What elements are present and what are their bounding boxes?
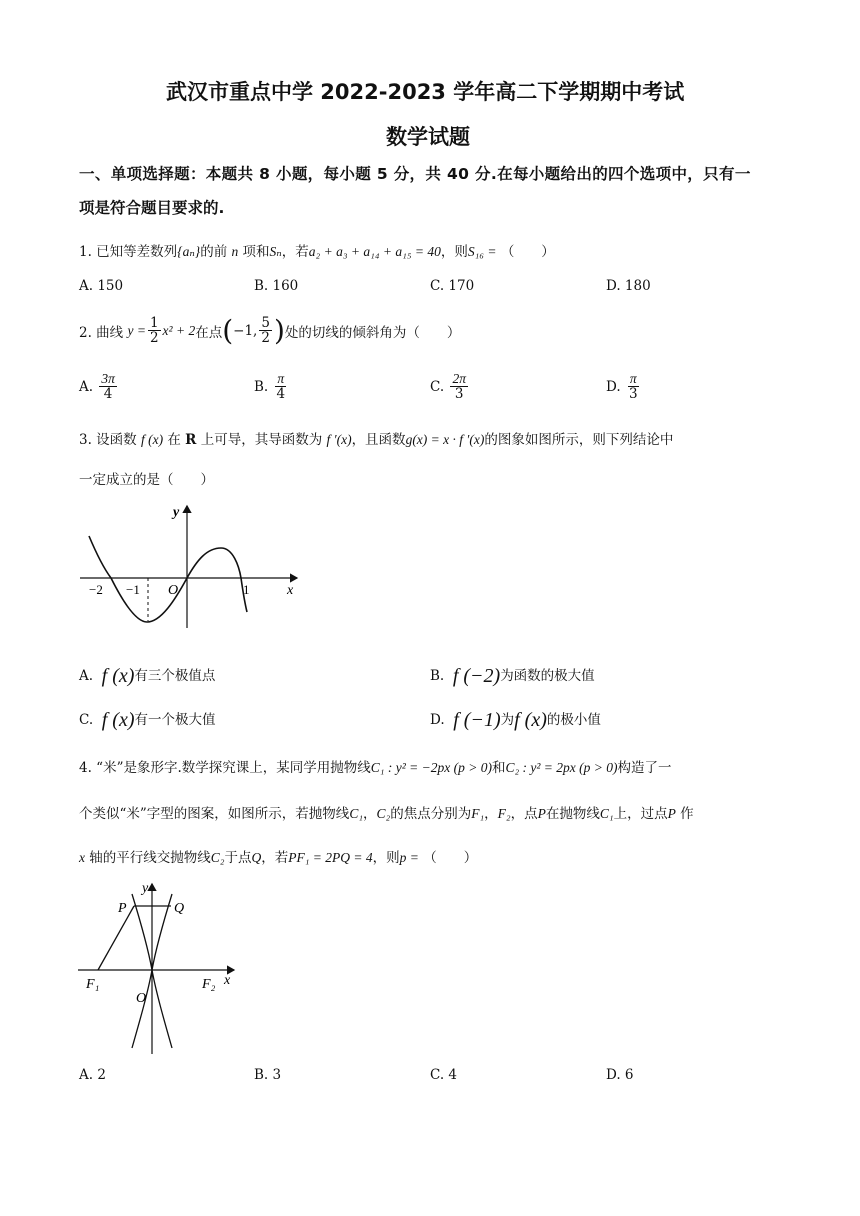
- q2-option-c: C. 2π 3: [430, 371, 466, 403]
- question-2: 2. 曲线 y = $\frac{1}{2}$ x² + 2 在点 ( −1, 5 2 ) 处的切线的倾斜角为（ ）: [79, 314, 461, 347]
- question-3-line2: 一定成立的是（ ）: [79, 472, 214, 488]
- fig-y-label: y: [142, 881, 149, 896]
- graph-origin: O: [168, 583, 179, 598]
- q3-option-b: B. f (−2)为函数的极大值: [430, 665, 595, 687]
- q3-option-a: A. f (x)有三个极值点: [79, 665, 216, 687]
- q1-option-a: A. 150: [79, 278, 124, 294]
- q2-option-a: A. 3π 4: [79, 371, 115, 403]
- graph-tick-1: 1: [243, 582, 250, 597]
- q4-option-b: B. 3: [254, 1067, 282, 1083]
- question-1: 1. 已知等差数列{aₙ}的前 n 项和Sₙ，若a₂ + a₃ + a₁₄ + a₁₅ = 40，则S₁₆ = （ ）: [79, 244, 555, 260]
- fig-label-p: P: [118, 901, 127, 916]
- section-heading-line1: 一、单项选择题：本题共 8 小题，每小题 5 分，共 40 分.在每小题给出的四个选项中，只有一: [79, 165, 751, 183]
- q1-option-b: B. 160: [254, 278, 299, 294]
- q3-option-c: C. f (x)有一个极大值: [79, 709, 216, 731]
- q1-option-d: D. 180: [606, 278, 651, 294]
- question-4-line2: 个类似“米”字型的图案，如图所示，若抛物线C₁，C₂的焦点分别为F₁，F₂，点P在抛物线C₁上，过点P 作: [79, 806, 694, 822]
- fig-label-o: O: [136, 991, 147, 1006]
- graph-tick-minus-1: −1: [126, 582, 140, 597]
- exam-title: 武汉市重点中学 2022-2023 学年高二下学期期中考试: [166, 80, 685, 104]
- question-4-line3: x 轴的平行线交抛物线C₂于点Q，若PF₁ = 2PQ = 4，则p = （ ）: [79, 850, 478, 866]
- q1-option-c: C. 170: [430, 278, 475, 294]
- exam-subtitle: 数学试题: [386, 125, 470, 149]
- graph-y-label: y: [173, 505, 180, 520]
- q2-option-b: B. π 4: [254, 371, 286, 403]
- q4-parabola-figure: [74, 878, 244, 1058]
- g-curve: [89, 536, 247, 622]
- q4-option-d: D. 6: [606, 1067, 634, 1083]
- section-heading-line2: 项是符合题目要求的.: [79, 199, 225, 217]
- graph-x-label: x: [287, 583, 294, 598]
- c2-curve: [152, 894, 172, 1048]
- pf1-segment: [98, 906, 134, 970]
- q3-option-d: D. f (−1)为f (x)的极小值: [430, 709, 601, 731]
- fig-x-label: x: [224, 973, 231, 988]
- q3-function-graph: [75, 500, 305, 632]
- question-4-line1: 4. “米”是象形字.数学探究课上，某同学用抛物线C₁ : y² = −2px (p > 0)和C₂ : y² = 2px (p > 0)构造了一: [79, 760, 672, 776]
- question-3-line1: 3. 设函数 f (x) 在 R 上可导，其导函数为 f ′(x)，且函数g(x) = x · f ′(x)的图象如图所示，则下列结论中: [79, 432, 674, 448]
- graph-tick-minus-2: −2: [89, 582, 103, 597]
- fig-label-f2: F₂: [202, 977, 216, 992]
- c1-curve: [132, 894, 152, 1048]
- q2-option-d: D. π 3: [606, 371, 638, 403]
- fig-label-q: Q: [174, 901, 185, 916]
- fig-label-f1: F₁: [86, 977, 100, 992]
- q4-option-c: C. 4: [430, 1067, 458, 1083]
- q4-option-a: A. 2: [79, 1067, 106, 1083]
